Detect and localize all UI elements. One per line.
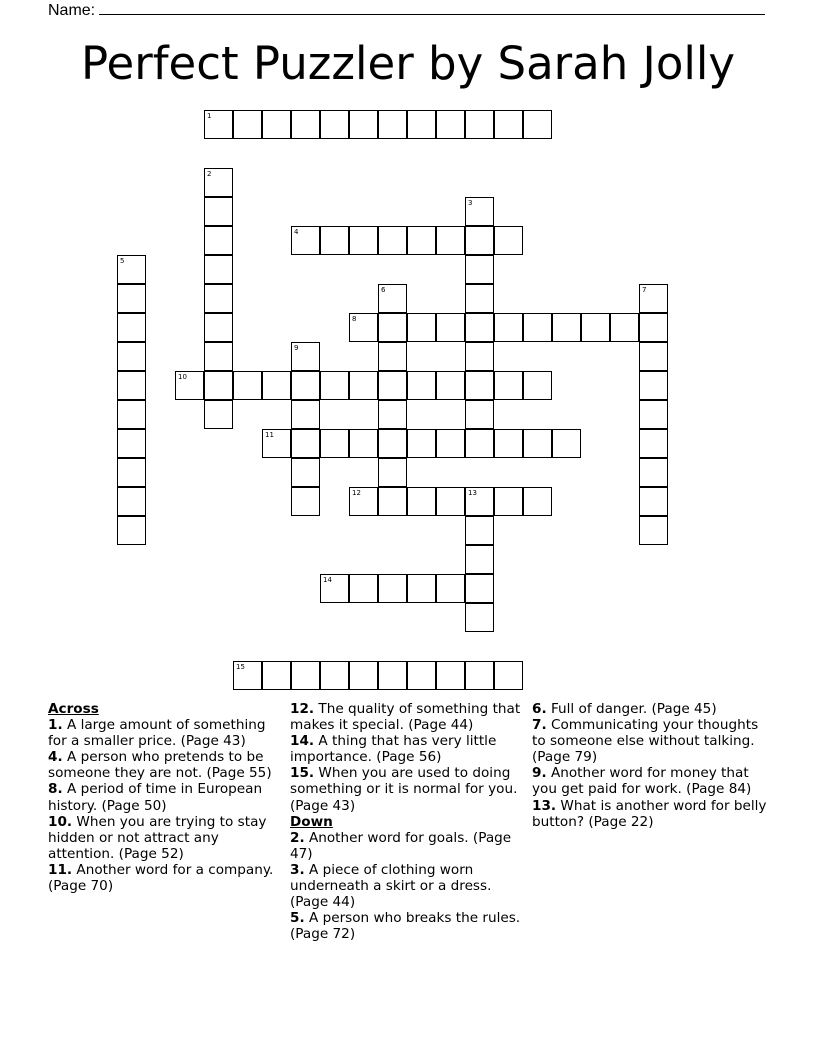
grid-cell[interactable]: [117, 400, 146, 429]
grid-cell[interactable]: [465, 545, 494, 574]
grid-cell[interactable]: [349, 313, 378, 342]
grid-cell[interactable]: [291, 342, 320, 371]
grid-cell[interactable]: [378, 458, 407, 487]
clue-across-15: 15. When you are used to doing something or it is normal for you. (Page 43): [290, 765, 518, 814]
clue-across-14: 14. A thing that has very little importance. (Page 56): [290, 733, 497, 766]
grid-cell[interactable]: [117, 371, 146, 400]
grid-cell[interactable]: [436, 371, 465, 400]
clue-across-11: 11. Another word for a company. (Page 70): [48, 861, 274, 895]
grid-cell[interactable]: [407, 487, 436, 516]
grid-cell[interactable]: [291, 371, 320, 400]
grid-cell[interactable]: [436, 429, 465, 458]
grid-cell[interactable]: [320, 226, 349, 255]
grid-cell[interactable]: [349, 487, 378, 516]
grid-cell[interactable]: [436, 661, 465, 690]
grid-cell[interactable]: [523, 110, 552, 139]
grid-cell[interactable]: [204, 284, 233, 313]
grid-cell[interactable]: [204, 255, 233, 284]
grid-cell[interactable]: [465, 429, 494, 458]
grid-cell[interactable]: [407, 110, 436, 139]
clue-number: 12: [352, 489, 361, 497]
grid-cell[interactable]: [117, 458, 146, 487]
grid-cell[interactable]: [233, 371, 262, 400]
grid-cell[interactable]: [494, 661, 523, 690]
grid-cell[interactable]: [639, 342, 668, 371]
grid-cell[interactable]: [117, 284, 146, 313]
clue-down-13: 13. What is another word for belly button? (Page 22): [532, 797, 767, 830]
grid-cell[interactable]: [291, 429, 320, 458]
grid-cell[interactable]: [407, 574, 436, 603]
grid-cell[interactable]: [117, 516, 146, 545]
grid-cell[interactable]: [349, 371, 378, 400]
clue-number: 7: [642, 286, 647, 294]
grid-cell[interactable]: [378, 429, 407, 458]
grid-cell[interactable]: [378, 110, 407, 139]
name-label: Name:: [48, 2, 96, 19]
grid-cell[interactable]: [378, 574, 407, 603]
clue-number: 13: [468, 489, 477, 497]
clue-column-2: [290, 701, 526, 942]
clue-number: 11: [265, 431, 274, 439]
clue-number: 9: [294, 344, 299, 352]
grid-cell[interactable]: [233, 110, 262, 139]
grid-cell[interactable]: [639, 516, 668, 545]
grid-cell[interactable]: [291, 110, 320, 139]
clue-number: 1: [207, 112, 212, 120]
clue-across-4: 4. A person who pretends to be someone they are not. (Page 55): [48, 749, 272, 782]
clue-down-7: 7. Communicating your thoughts to someone else without talking. (Page 79): [532, 717, 759, 766]
clue-number: 15: [236, 663, 245, 671]
grid-cell[interactable]: [639, 371, 668, 400]
clue-column-3: [532, 701, 768, 830]
grid-cell[interactable]: [407, 226, 436, 255]
grid-cell[interactable]: [581, 313, 610, 342]
clue-number: 3: [468, 199, 473, 207]
grid-cell[interactable]: [349, 226, 378, 255]
grid-cell[interactable]: [407, 429, 436, 458]
grid-cell[interactable]: [465, 516, 494, 545]
grid-cell[interactable]: [436, 110, 465, 139]
grid-cell[interactable]: [639, 400, 668, 429]
grid-cell[interactable]: [291, 400, 320, 429]
grid-cell[interactable]: [117, 255, 146, 284]
grid-cell[interactable]: [349, 661, 378, 690]
grid-cell[interactable]: [465, 342, 494, 371]
grid-cell[interactable]: [262, 429, 291, 458]
clue-number: 10: [178, 373, 187, 381]
clue-down-5: 5. A person who breaks the rules. (Page 72): [290, 910, 521, 943]
grid-cell[interactable]: [378, 487, 407, 516]
grid-cell[interactable]: [436, 574, 465, 603]
clue-down-3: 3. A piece of clothing worn underneath a skirt or a dress. (Page 44): [290, 861, 492, 911]
clue-across-10: 10. When you are trying to stay hidden or not attract any attention. (Page 52): [48, 813, 267, 862]
grid-cell[interactable]: [378, 342, 407, 371]
grid-cell[interactable]: [320, 661, 349, 690]
grid-cell[interactable]: [204, 400, 233, 429]
grid-cell[interactable]: [639, 313, 668, 342]
grid-cell[interactable]: [639, 487, 668, 516]
clue-number: 2: [207, 170, 212, 178]
grid-cell[interactable]: [117, 429, 146, 458]
grid-cell[interactable]: [523, 313, 552, 342]
grid-cell[interactable]: [494, 110, 523, 139]
grid-cell[interactable]: [291, 458, 320, 487]
grid-cell[interactable]: [465, 487, 494, 516]
clue-across-1: 1. A large amount of something for a smaller price. (Page 43): [48, 717, 266, 750]
grid-cell[interactable]: [117, 487, 146, 516]
grid-cell[interactable]: [349, 429, 378, 458]
grid-cell[interactable]: [639, 284, 668, 313]
grid-cell[interactable]: [465, 574, 494, 603]
grid-cell[interactable]: [349, 110, 378, 139]
grid-cell[interactable]: [639, 458, 668, 487]
down-heading: Down: [290, 813, 333, 830]
grid-cell[interactable]: [175, 371, 204, 400]
grid-cell[interactable]: [494, 313, 523, 342]
grid-cell[interactable]: [204, 168, 233, 197]
grid-cell[interactable]: [552, 313, 581, 342]
grid-cell[interactable]: [465, 110, 494, 139]
grid-cell[interactable]: [291, 661, 320, 690]
grid-cell[interactable]: [204, 342, 233, 371]
grid-cell[interactable]: [378, 661, 407, 690]
clue-down-9: 9. Another word for money that you get paid for work. (Page 84): [532, 765, 752, 798]
grid-cell[interactable]: [204, 110, 233, 139]
grid-cell[interactable]: [291, 226, 320, 255]
grid-cell[interactable]: [204, 197, 233, 226]
grid-cell[interactable]: [378, 284, 407, 313]
grid-cell[interactable]: [465, 197, 494, 226]
grid-cell[interactable]: [465, 661, 494, 690]
grid-cell[interactable]: [639, 429, 668, 458]
grid-cell[interactable]: [465, 313, 494, 342]
grid-cell[interactable]: [465, 255, 494, 284]
clue-down-6: 6. Full of danger. (Page 45): [532, 701, 717, 717]
grid-cell[interactable]: [494, 226, 523, 255]
grid-cell[interactable]: [320, 429, 349, 458]
grid-cell[interactable]: [494, 487, 523, 516]
grid-cell[interactable]: [552, 429, 581, 458]
grid-cell[interactable]: [465, 284, 494, 313]
grid-cell[interactable]: [378, 226, 407, 255]
grid-cell[interactable]: [436, 313, 465, 342]
grid-cell[interactable]: [378, 313, 407, 342]
grid-cell[interactable]: [320, 574, 349, 603]
grid-cell[interactable]: [320, 110, 349, 139]
grid-cell[interactable]: [320, 371, 349, 400]
grid-cell[interactable]: [436, 226, 465, 255]
grid-cell[interactable]: [436, 487, 465, 516]
grid-cell[interactable]: [204, 226, 233, 255]
grid-cell[interactable]: [523, 429, 552, 458]
grid-cell[interactable]: [465, 400, 494, 429]
grid-cell[interactable]: [465, 603, 494, 632]
grid-cell[interactable]: [465, 226, 494, 255]
grid-cell[interactable]: [494, 429, 523, 458]
grid-cell[interactable]: [610, 313, 639, 342]
grid-cell[interactable]: [349, 574, 378, 603]
clue-number: 6: [381, 286, 386, 294]
grid-cell[interactable]: [233, 661, 262, 690]
grid-cell[interactable]: [117, 342, 146, 371]
grid-cell[interactable]: [523, 487, 552, 516]
grid-cell[interactable]: [291, 487, 320, 516]
grid-cell[interactable]: [465, 371, 494, 400]
puzzle-title: Perfect Puzzler by Sarah Jolly: [80, 37, 736, 90]
clue-number: 4: [294, 228, 299, 236]
clue-down-2: 2. Another word for goals. (Page 47): [290, 829, 512, 862]
clue-across-8: 8. A period of time in European history. (Page 50): [48, 781, 263, 814]
grid-cell[interactable]: [204, 371, 233, 400]
clue-number: 14: [323, 576, 332, 584]
clue-column-1: [48, 701, 284, 894]
grid-cell[interactable]: [262, 661, 291, 690]
across-heading: Across: [48, 701, 99, 717]
clue-across-12: 12. The quality of something that makes it special. (Page 44): [290, 701, 521, 734]
clue-number: 8: [352, 315, 357, 323]
grid-cell[interactable]: [117, 313, 146, 342]
grid-cell[interactable]: [494, 371, 523, 400]
grid-cell[interactable]: [204, 313, 233, 342]
grid-cell[interactable]: [523, 371, 552, 400]
grid-cell[interactable]: [407, 313, 436, 342]
grid-cell[interactable]: [407, 661, 436, 690]
grid-cell[interactable]: [378, 371, 407, 400]
grid-cell[interactable]: [407, 371, 436, 400]
grid-cell[interactable]: [262, 110, 291, 139]
grid-cell[interactable]: [262, 371, 291, 400]
grid-cell[interactable]: [378, 400, 407, 429]
clue-number: 5: [120, 257, 125, 265]
